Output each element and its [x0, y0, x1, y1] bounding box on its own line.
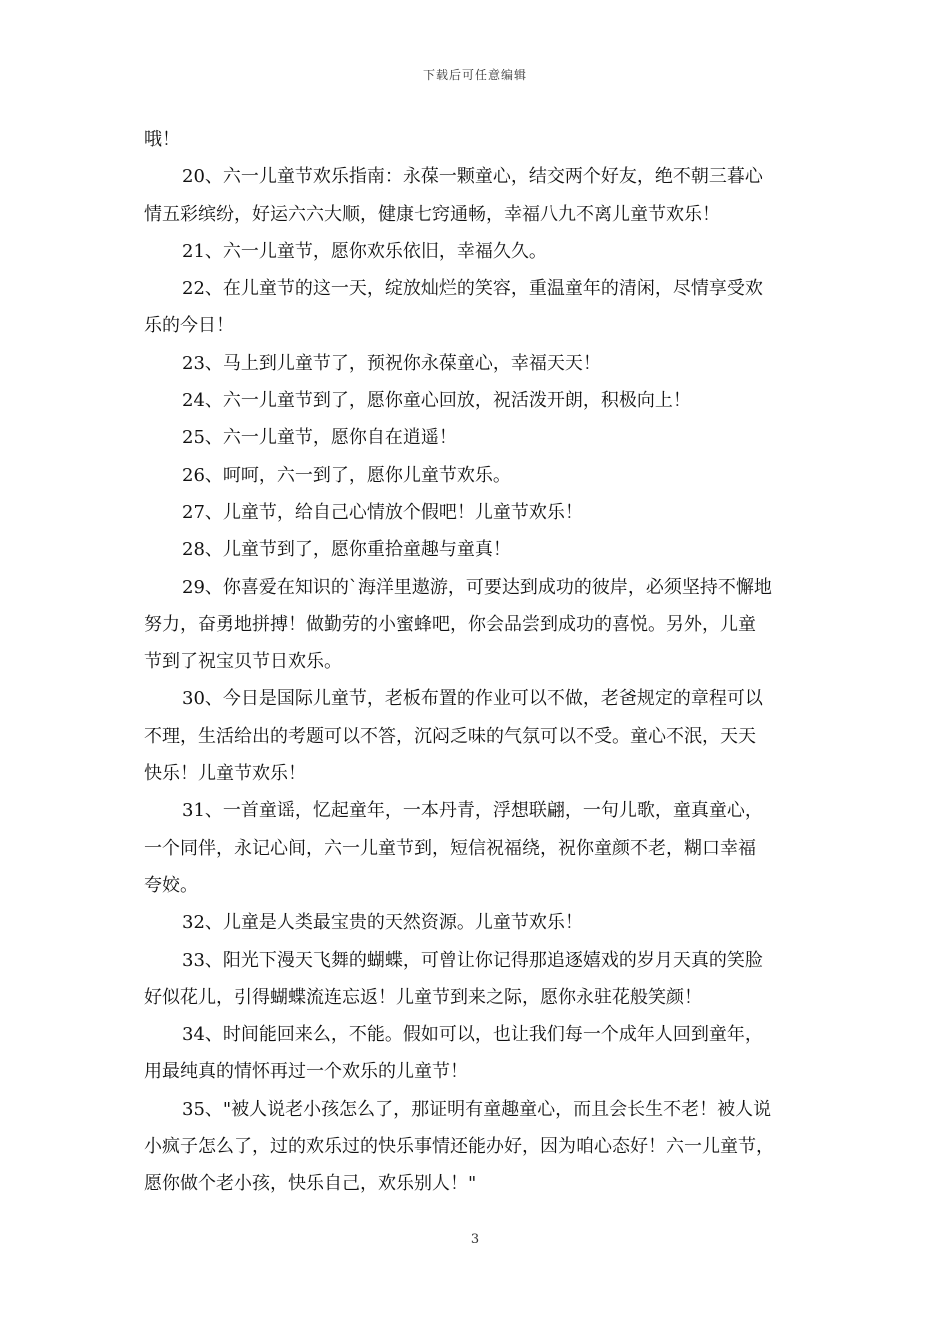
document-body: [144, 121, 814, 1203]
text-line: 30、今日是国际儿童节，老板布置的作业可以不做，老爸规定的章程可以: [182, 688, 763, 710]
text-line: 快乐！儿童节欢乐！: [144, 763, 306, 785]
text-line: 32、儿童是人类最宝贵的天然资源。儿童节欢乐！: [182, 912, 583, 934]
text-line: 乐的今日！: [144, 315, 234, 337]
text-line: 27、儿童节，给自己心情放个假吧！儿童节欢乐！: [182, 501, 583, 523]
text-line: 愿你做个老小孩，快乐自己，欢乐别人！": [144, 1173, 477, 1195]
text-line: 24、六一儿童节到了，愿你童心回放，祝活泼开朗，积极向上！: [182, 390, 691, 412]
page-header: 下载后可任意编辑: [422, 68, 527, 82]
text-line: 35、"被人说老小孩怎么了，那证明有童趣童心，而且会长生不老！被人说: [182, 1098, 772, 1120]
text-line: 23、马上到儿童节了，预祝你永葆童心，幸福天天！: [182, 352, 601, 374]
text-line: 情五彩缤纷，好运六六大顺，健康七窍通畅，幸福八九不离儿童节欢乐！: [144, 203, 720, 225]
text-line: 小疯子怎么了，过的欢乐过的快乐事情还能办好，因为咱心态好！六一儿童节，: [144, 1136, 774, 1158]
text-line: 26、呵呵，六一到了，愿你儿童节欢乐。: [182, 464, 511, 486]
text-line: 好似花儿，引得蝴蝶流连忘返！儿童节到来之际，愿你永驻花般笑颜！: [144, 986, 702, 1008]
text-line: 努力，奋勇地拼搏！做勤劳的小蜜蜂吧，你会品尝到成功的喜悦。另外，儿童: [144, 613, 756, 635]
text-line: 节到了祝宝贝节日欢乐。: [144, 651, 342, 673]
page-number: 3: [470, 1232, 480, 1247]
text-line: 29、你喜爱在知识的`海洋里遨游，可要达到成功的彼岸，必须坚持不懈地: [182, 576, 772, 598]
text-line: 22、在儿童节的这一天，绽放灿烂的笑容，重温童年的清闲，尽情享受欢: [182, 278, 763, 300]
text-line: 一个同伴，永记心间，六一儿童节到，短信祝福绕，祝你童颜不老，糊口幸福: [144, 837, 756, 859]
text-line: 20、六一儿童节欢乐指南：永葆一颗童心，结交两个好友，绝不朝三暮心: [182, 166, 763, 188]
text-line: 25、六一儿童节，愿你自在逍遥！: [182, 427, 457, 449]
text-line: 夸姣。: [144, 874, 198, 896]
text-line: 不理，生活给出的考题可以不答，沉闷乏味的气氛可以不受。童心不泯，天天: [144, 725, 756, 747]
text-line: 31、一首童谣，忆起童年，一本丹青，浮想联翩，一句儿歌，童真童心，: [182, 800, 763, 822]
text-line: 34、时间能回来么，不能。假如可以，也让我们每一个成年人回到童年，: [182, 1024, 763, 1046]
text-line: 28、儿童节到了，愿你重拾童趣与童真！: [182, 539, 511, 561]
text-line: 21、六一儿童节，愿你欢乐依旧，幸福久久。: [182, 240, 547, 262]
text-line: 33、阳光下漫天飞舞的蝴蝶，可曾让你记得那追逐嬉戏的岁月天真的笑脸: [182, 949, 763, 971]
text-line: 用最纯真的情怀再过一个欢乐的儿童节！: [144, 1061, 468, 1083]
text-line: 哦！: [144, 129, 180, 150]
